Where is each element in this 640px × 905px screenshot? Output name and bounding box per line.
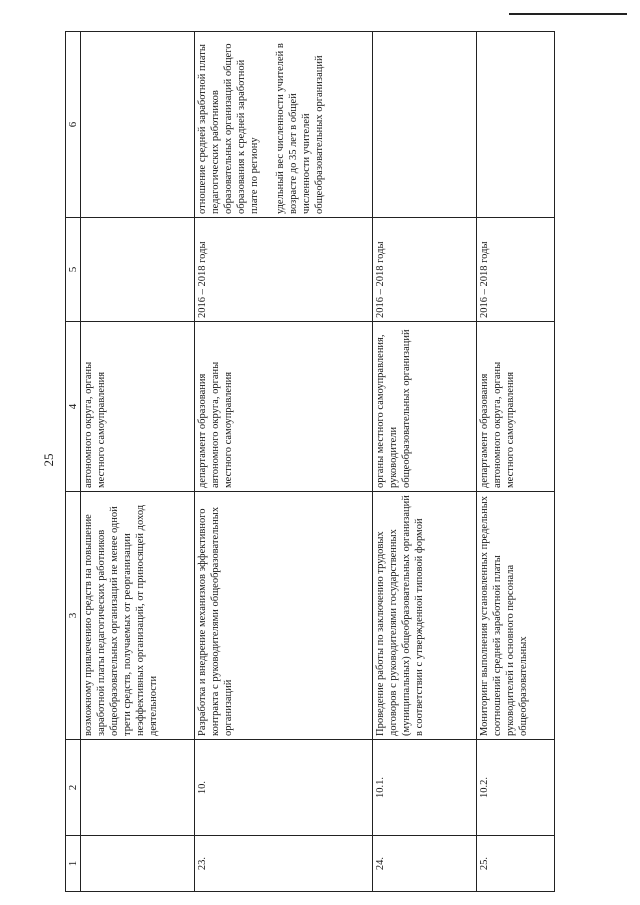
indicator-cell: [373, 32, 477, 218]
rotated-table-container: [65, 32, 529, 892]
item-number: 10.1.: [373, 740, 477, 836]
measure-cell: Проведение работы по заключению трудовых договоров с руководителями государственных (муниципальных) общеобразовательных организаций в соответствии с утвержденной типовой формой: [373, 492, 477, 740]
deadline-cell: 2016 – 2018 годы: [477, 218, 555, 322]
deadline-cell: [81, 218, 195, 322]
header-cell: 5: [66, 218, 81, 322]
header-cell: 4: [66, 322, 81, 492]
top-rule: [509, 13, 627, 15]
table-row: [195, 32, 373, 892]
item-number: 10.: [195, 740, 373, 836]
page-number: 25: [41, 453, 56, 467]
header-row: [66, 32, 81, 892]
indicator-cell: [81, 32, 195, 218]
header-cell: 1: [66, 836, 81, 892]
responsible-cell: департамент образования автономного округа, органы местного самоуправления: [477, 322, 555, 492]
deadline-cell: 2016 – 2018 годы: [195, 218, 373, 322]
responsible-cell: автономного округа, органы местного самоуправления: [81, 322, 195, 492]
header-cell: 6: [66, 32, 81, 218]
row-number: 24.: [373, 836, 477, 892]
measure-cell: возможному привлечению средств на повышение заработной платы педагогических работников общеобразовательных организаций не менее одной трети средств, получаемых от реорганизации неэффективных организаций, от приносящей доход деятельности: [81, 492, 195, 740]
responsible-cell: департамент образования автономного округа, органы местного самоуправления: [195, 322, 373, 492]
row-number: [81, 836, 195, 892]
table-row: [81, 32, 195, 892]
item-number: [81, 740, 195, 836]
table-row: [373, 32, 477, 892]
header-cell: 3: [66, 492, 81, 740]
indicator-cell: [195, 32, 373, 218]
measure-cell: Мониторинг выполнения установленных предельных соотношений средней заработной платы руководителей и основного персонала общеобразовательных: [477, 492, 555, 740]
indicator-text: отношение средней заработной платы педагогических работников образовательных организаций общего образования к средней заработной плате по региону: [197, 43, 260, 214]
responsible-cell: органы местного самоуправления, руководители общеобразовательных организаций: [373, 322, 477, 492]
indicator-text: удельный вес численности учителей в возрасте до 35 лет в общей численности учителей общеобразовательных организаций: [275, 43, 325, 214]
indicator-cell: [477, 32, 555, 218]
item-number: 10.2.: [477, 740, 555, 836]
measure-cell: Разработка и внедрение механизмов эффективного контракта с руководителями общеобразовательных организаций: [195, 492, 373, 740]
table-row: [477, 32, 555, 892]
deadline-cell: 2016 – 2018 годы: [373, 218, 477, 322]
measures-table: [65, 31, 555, 892]
header-cell: 2: [66, 740, 81, 836]
row-number: 23.: [195, 836, 373, 892]
row-number: 25.: [477, 836, 555, 892]
